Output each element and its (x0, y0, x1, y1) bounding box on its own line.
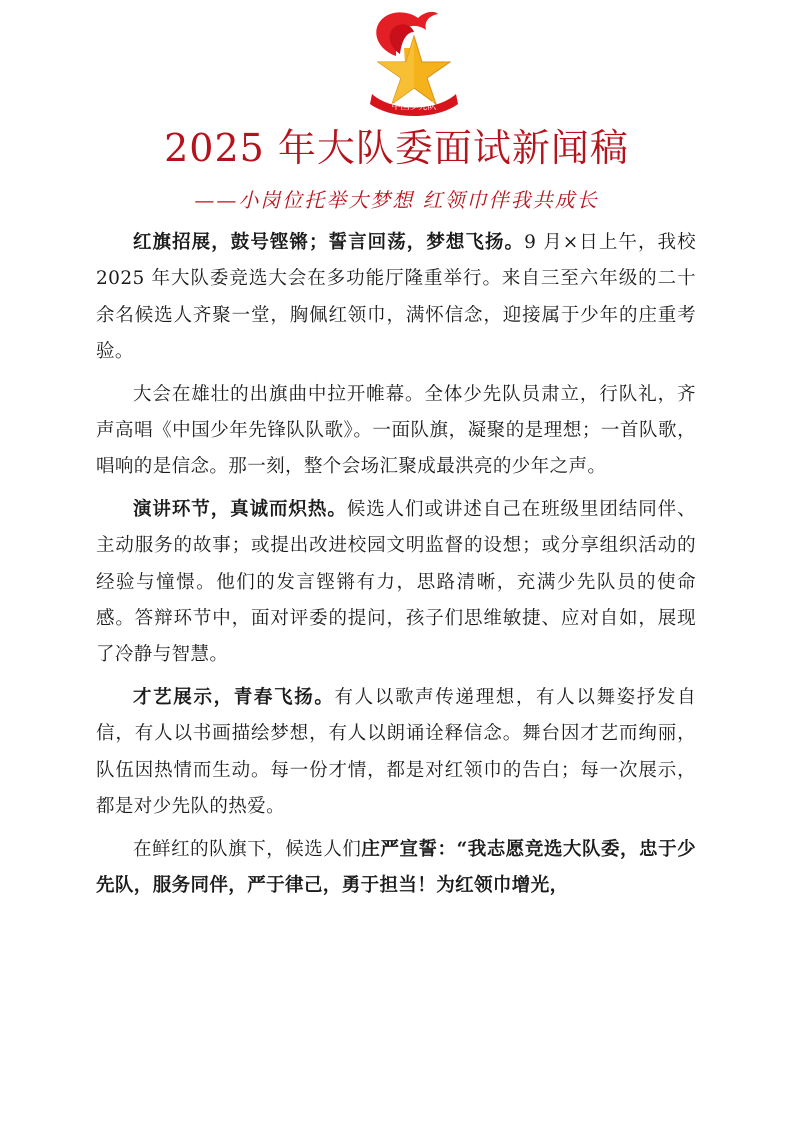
paragraph-text: 有人以歌声传递理想，有人以舞姿抒发自信，有人以书画描绘梦想，有人以朗诵诠释信念。舞台因才艺而绚丽，队伍因热情而生动。每一份才情，都是对红领巾的告白；每一次展示，都是对少先队的热爱。 (96, 686, 696, 818)
article-body (96, 225, 696, 910)
paragraph-2 (96, 377, 696, 486)
page-title: 2025 年大队委面试新闻稿 (164, 126, 629, 170)
paragraph-3 (96, 492, 696, 674)
paragraph-4 (96, 680, 696, 826)
young-pioneers-badge-icon (366, 8, 462, 116)
paragraph-lead: 演讲环节，真诚而炽热。 (133, 498, 347, 520)
paragraph-text: 大会在雄壮的出旗曲中拉开帷幕。全体少先队员肃立，行队礼，齐声高唱《中国少年先锋队队歌》。一面队旗，凝聚的是理想；一首队歌，唱响的是信念。那一刻，整个会场汇聚成最洪亮的少年之声。 (96, 383, 696, 478)
paragraph-5 (96, 832, 696, 905)
paragraph-lead: 才艺展示，青春飞扬。 (133, 686, 335, 708)
paragraph-text: 候选人们或讲述自己在班级里团结同伴、主动服务的故事；或提出改进校园文明监督的设想；或分享组织活动的经验与憧憬。他们的发言铿锵有力，思路清晰，充满少先队员的使命感。答辩环节中，面对评委的提问，孩子们思维敏捷、应对自如，展现了冷静与智慧。 (96, 498, 697, 666)
oath-quote: 庄严宣誓：“我志愿竞选大队委，忠于少先队，服务同伴，严于律己，勇于担当！为红领巾增光， (96, 838, 697, 896)
page-subtitle: ——小岗位托举大梦想 红领巾伴我共成长 (194, 188, 599, 212)
svg-text:中国少先队: 中国少先队 (391, 102, 437, 112)
paragraph-lead: 红旗招展，鼓号铿锵；誓言回荡，梦想飞扬。 (133, 232, 525, 253)
paragraph-text: 9 月×日上午，我校 2025 年大队委竞选大会在多功能厅隆重举行。来自三至六年级的二十余名候选人齐聚一堂，胸佩红领巾，满怀信念，迎接属于少年的庄重考验。 (96, 232, 696, 363)
paragraph-1 (96, 225, 696, 371)
paragraph-text: 在鲜红的队旗下，候选人们 (133, 838, 362, 860)
